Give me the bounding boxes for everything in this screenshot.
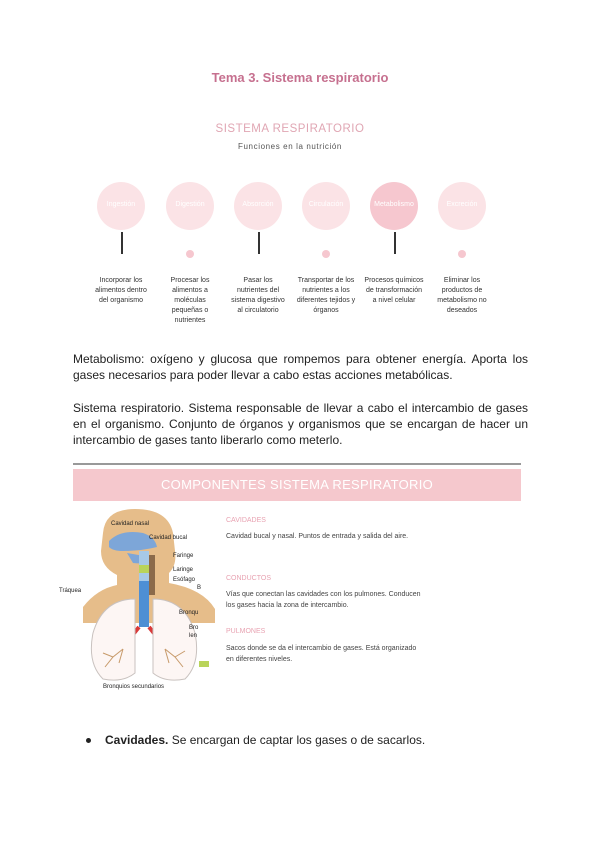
step-label: Excreción [446,201,478,208]
paragraph-sistema: Sistema respiratorio. Sistema responsable de llevar a cabo el intercambio de gases en el organismo. Conjunto de órganos y organismos que se encargan de hacer un intercambio de gases tanto liberarlo como meterlo. [73,401,528,447]
step-label: Absorción [242,201,274,208]
label-bro: Bro [189,625,199,631]
paragraph-metabolismo: Metabolismo: oxígeno y glucosa que rompemos para obtener energía. Aporta los gases necesarios para poder llevar a cabo estas acciones metabólicas. [73,352,528,382]
step-dot [458,250,466,258]
label-laringe: Laringe [173,567,194,573]
step-dot [186,250,194,258]
bullet-item [86,733,425,747]
category-description: Sacos donde se da el intercambio de gases. Está organizado en diferentes niveles. [226,645,417,663]
step-description: Pasar los nutrientes del sistema digestivo al circulatorio [231,277,285,314]
label-traquea: Tráquea [59,588,82,594]
step-description: Transportar de los nutrientes a los diferentes tejidos y órganos [296,277,356,314]
label-cavidad-nasal: Cavidad nasal [111,521,150,527]
step-circle-ingestion [97,182,145,230]
figure-banner [73,469,521,501]
anatomy-illustration [73,503,223,695]
step-label: Metabolismo [374,201,414,208]
category-title: PULMONES [226,628,266,635]
step-circle-absorcion [234,182,282,230]
step-description: Procesar los alimentos a moléculas pequeñas o nutrientes [170,277,210,324]
label-cavidad-bucal: Cavidad bucal [149,535,188,541]
label-bronquios-secundarios: Bronquios secundarios [103,684,165,690]
step-circle-circulacion [302,182,350,230]
step-connector [258,232,260,254]
category-description: Cavidad bucal y nasal. Puntos de entrada y salida del aire. [226,533,409,540]
step-circle-digestion [166,182,214,230]
bullet-icon [86,738,91,743]
bullet-text: Se encargan de captar los gases o de sacarlos. [168,733,426,747]
figure-divider [73,463,521,465]
step-dot [322,250,330,258]
category-title: CONDUCTOS [226,575,271,582]
bullet-term: Cavidades. [105,733,169,747]
category-title: CAVIDADES [226,517,266,524]
figure-title: SISTEMA RESPIRATORIO [215,123,365,135]
label-len: len [189,633,198,639]
label-faringe: Faringe [173,553,194,559]
figure-subtitle: Funciones en la nutrición [238,142,342,151]
respiratory-components-figure [59,463,521,695]
document-title: Tema 3. Sistema respiratorio [211,70,389,85]
label-b: B [197,585,202,591]
step-description: Eliminar los productos de metabolismo no deseados [437,277,487,314]
step-description: Incorporar los alimentos dentro del organismo [95,277,147,304]
step-label: Ingestión [106,201,136,208]
step-label: Circulación [308,201,344,208]
label-esofago: Esófago [173,577,196,583]
label-bronqu: Bronqu [179,610,199,616]
nutrition-functions-figure [80,118,500,328]
step-connector [121,232,123,254]
banner-title: COMPONENTES SISTEMA RESPIRATORIO [160,477,434,492]
step-label: Digestión [175,201,205,208]
step-circle-excrecion [438,182,486,230]
category-description: Vías que conectan las cavidades con los pulmones. Conducen los gases hacia la zona de intercambio. [226,591,421,609]
step-connector [394,232,396,254]
step-description: Procesos químicos de transformación a nivel celular [364,277,424,304]
step-circle-metabolismo [370,182,418,230]
